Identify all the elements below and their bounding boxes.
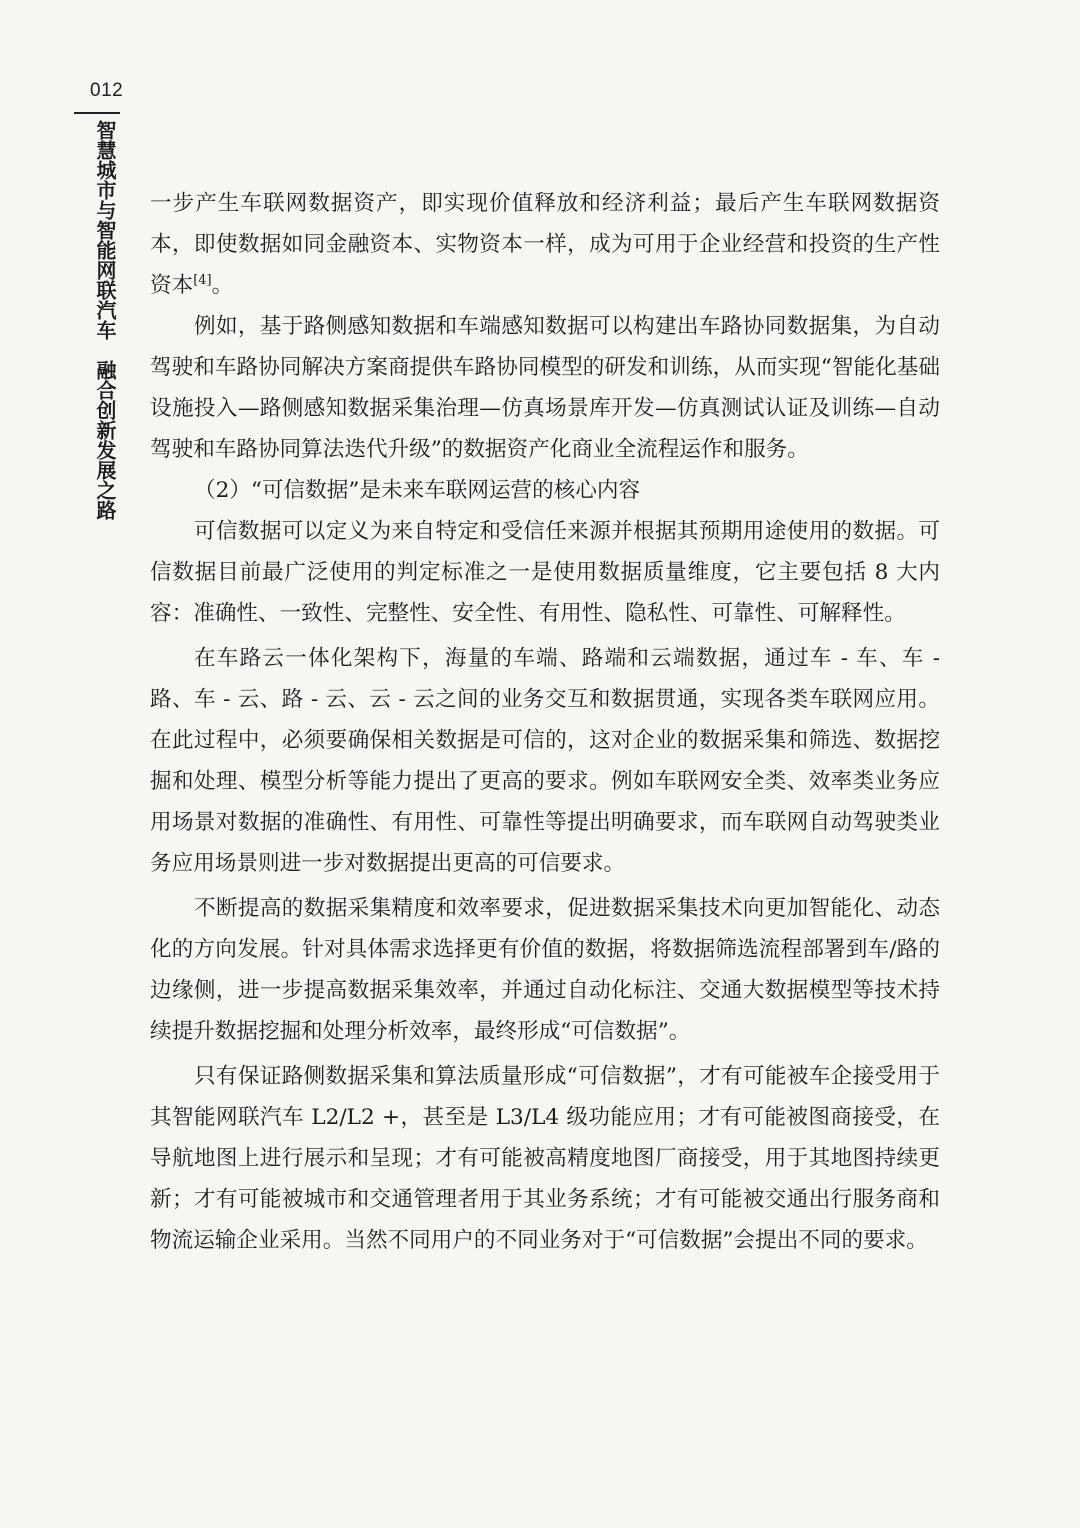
book-title: 智慧城市与智能网联汽车 [93,120,117,340]
paragraph-3: 可信数据可以定义为来自特定和受信任来源并根据其预期用途使用的数据。可信数据目前最广泛使用的判定标准之一是使用数据质量维度，它主要包括 8 大内容：准确性、一致性、完整性、安全性、有用性、隐私性、可靠性、可解释性。 [150,519,940,626]
paragraph-2: 例如，基于路侧感知数据和车端感知数据可以构建出车路协同数据集，为自动驾驶和车路协同解决方案商提供车路协同模型的研发和训练，从而实现“智能化基础设施投入—路侧感知数据采集治理—仿真场景库开发—仿真测试认证及训练—自动驾驶和车路协同算法迭代升级”的数据资产化商业全流程运作和服务。 [150,314,940,462]
paragraph-4: 在车路云一体化架构下，海量的车端、路端和云端数据，通过车 - 车、车 - 路、车 - 云、路 - 云、云 - 云之间的业务交互和数据贯通，实现各类车联网应用。在此过程中，必须要确保相关数据是可信的，这对企业的数据采集和筛选、数据挖掘和处理、模型分析等能力提出了更高的要求。例如车联网安全类、效率类业务应用场景对数据的准确性、有用性、可靠性等提出明确要求，而车联网自动驾驶类业务应用场景则进一步对数据提出更高的可信要求。 [150,646,940,876]
section-heading: （2）“可信数据”是未来车联网运营的核心内容 [194,478,641,503]
running-head [90,120,120,520]
paragraph-1 [150,183,940,306]
paragraph-1-text: 一步产生车联网数据资产，即实现价值释放和经济利益；最后产生车联网数据资本，即使数据如同金融资本、实物资本一样，成为可用于企业经营和投资的生产性资本 [150,191,940,298]
book-subtitle: 融合创新发展之路 [93,360,117,520]
page-number: 012 [90,80,124,101]
paragraph-5: 不断提高的数据采集精度和效率要求，促进数据采集技术向更加智能化、动态化的方向发展。针对具体需求选择更有价值的数据，将数据筛选流程部署到车/路的边缘侧，进一步提高数据采集效率，并通过自动化标注、交通大数据模型等技术持续提升数据挖掘和处理分析效率，最终形成“可信数据”。 [150,896,940,1044]
citation-ref[interactable]: [4] [193,272,212,288]
paragraph-6: 只有保证路侧数据采集和算法质量形成“可信数据”，才有可能被车企接受用于其智能网联汽车 L2/L2 +，甚至是 L3/L4 级功能应用；才有可能被图商接受，在导航地图上进行展示和呈现；才有可能被高精度地图厂商接受，用于其地图持续更新；才有可能被城市和交通管理者用于其业务系统；才有可能被交通出行服务商和物流运输企业采用。当然不同用户的不同业务对于“可信数据”会提出不同的要求。 [150,1064,940,1253]
header-rule [74,112,120,114]
body-text [150,183,940,1261]
paragraph-1-end: 。 [211,273,234,298]
